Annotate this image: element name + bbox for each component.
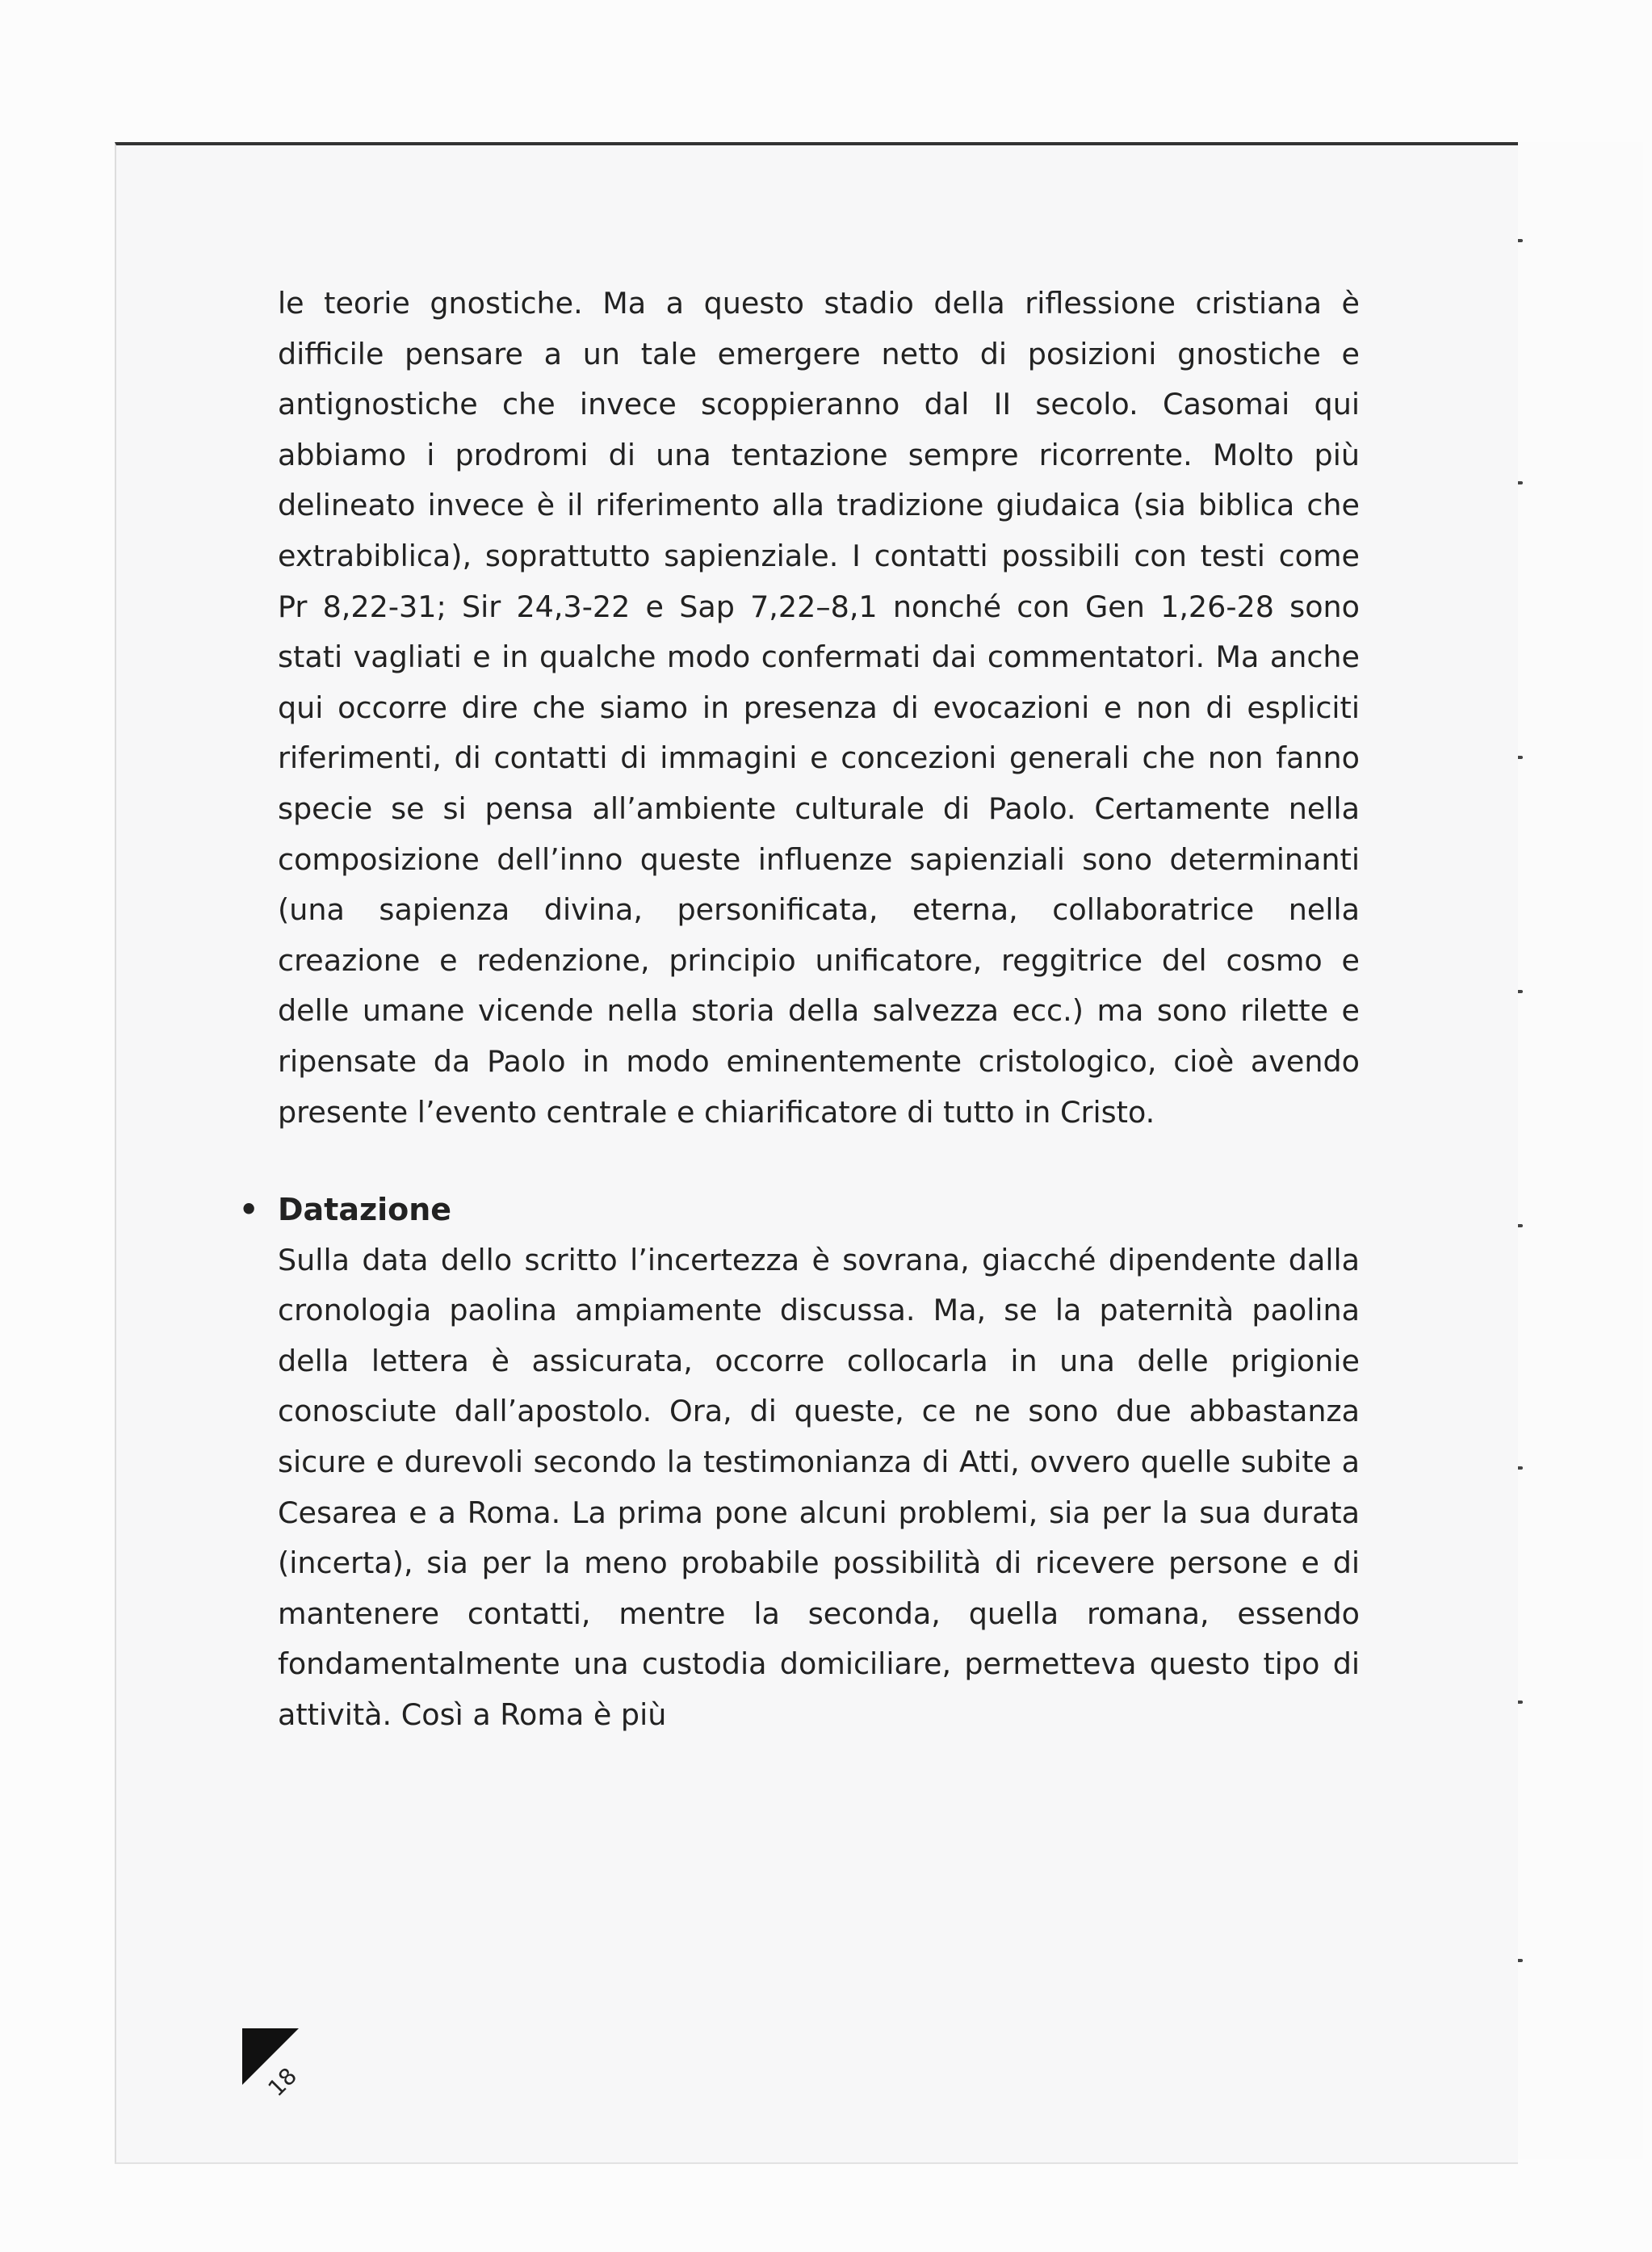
page-number: 18: [262, 2062, 303, 2102]
facing-page: [1516, 142, 1643, 2159]
section-heading: [239, 1185, 1360, 1235]
section-paragraph: Sulla data dello scritto l’incertezza è sovrana, giacché dipendente dalla cronologia paolina ampiamente discussa. Ma, se la paternità paolina della lettera è assicurata, occorre collocarla in una delle prigionie conosciute dall’apostolo. Ora, di queste, ce ne sono due abbastanza sicure e durevoli secondo la testimonianza di Atti, ovvero quelle subite a Cesarea e a Roma. La prima pone alcuni problemi, sia per la sua durata (incerta), sia per la meno probabile possibilità di ricevere persone e di mantenere contatti, mentre la seconda, quella romana, essendo fondamentalmente una custodia domiciliare, permetteva questo tipo di attività. Così a Roma è più: [278, 1242, 1360, 1733]
body-paragraph: le teorie gnostiche. Ma a questo stadio della riflessione cristiana è difficile pensare a un tale emergere netto di posizioni gnostiche e antignostiche che invece scoppieranno dal II secolo. Casomai qui abbiamo i prodromi di una tentazione sempre ricorrente. Molto più delineato invece è il riferimento alla tradizione giudaica (sia biblica che extrabiblica), soprattutto sapienziale. I contatti possibili con testi come Pr 8,22-31; Sir 24,3-22 e Sap 7,22–8,1 nonché con Gen 1,26-28 sono stati vagliati e in qualche modo confermati dai commentatori. Ma anche qui occorre dire che siamo in presenza di evocazioni e non di espliciti riferimenti, di contatti di immagini e concezioni generali che non fanno specie se si pensa all’ambiente culturale di Paolo. Certamente nella composizione dell’inno queste influenze sapienziali sono determinanti (una sapienza divina, personificata, eterna, collaboratrice nella creazione e redenzione, principio unificatore, reggitrice del cosmo e delle umane vicende nella storia della salvezza ecc.) ma sono rilette e ripensate da Paolo in modo eminentemente cristologico, cioè avendo presente l’evento centrale e chiarificatore di tutto in Cristo.: [278, 286, 1360, 1130]
section-heading-text: Datazione: [278, 1192, 452, 1228]
page-body: [239, 279, 1360, 1741]
bullet-icon: •: [239, 1192, 259, 1228]
